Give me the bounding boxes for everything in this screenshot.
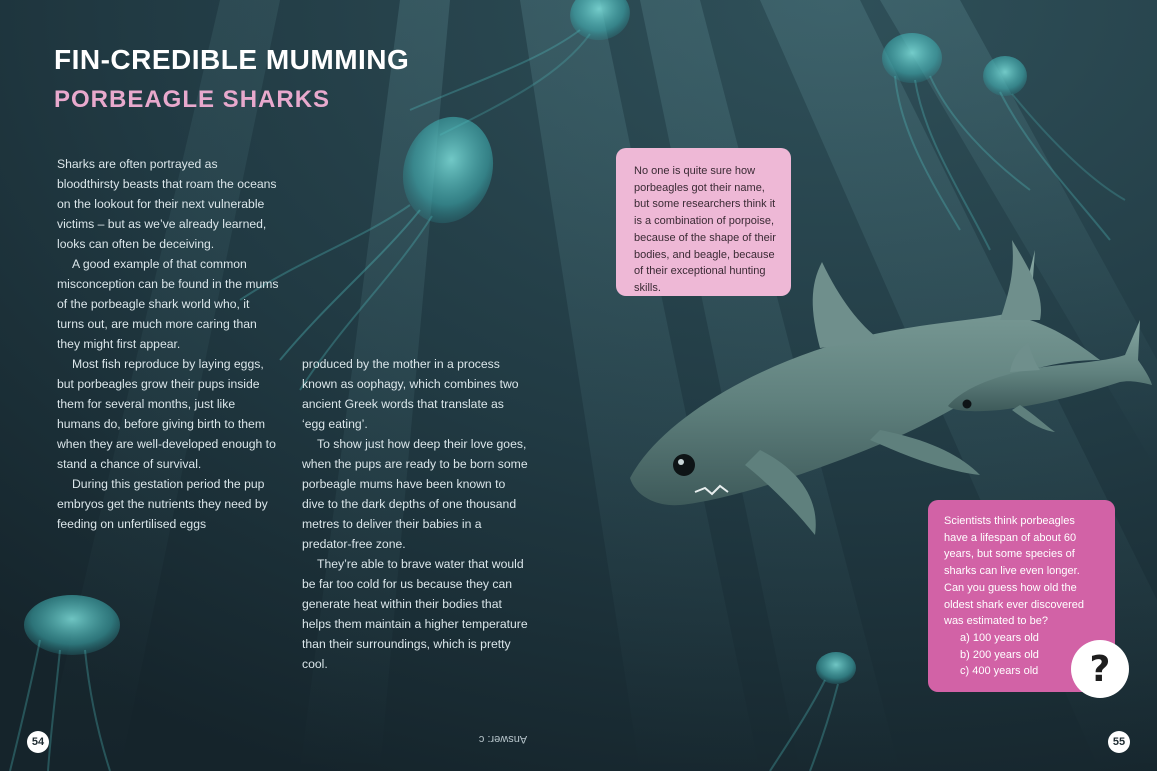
fact-box <box>616 148 791 296</box>
page-number-right: 55 <box>1108 731 1130 753</box>
page-number-left: 54 <box>27 731 49 753</box>
paragraph: produced by the mother in a process known as oophagy, which combines two ancient Greek words that translate as ‘egg eating’. <box>302 357 519 431</box>
paragraph: To show just how deep their love goes, when the pups are ready to be born some porbeagle mums have been known to dive to the dark depths of one thousand metres to deliver their babies in a predator-free zone. <box>302 437 528 551</box>
quiz-question: Scientists think porbeagles have a lifespan of about 60 years, but some species of sharks can live even longer. Can you guess how old the oldest shark ever discovered was estimated to be? <box>944 515 1085 628</box>
quiz-option: c) 400 years old <box>960 665 1039 678</box>
paragraph: A good example of that common misconception can be found in the mums of the porbeagle shark world who, it turns out, are much more caring than they might first appear. <box>57 257 279 351</box>
page-subtitle: PORBEAGLE SHARKS <box>54 86 331 113</box>
fact-text: No one is quite sure how porbeagles got their name, but some researchers think it is a combination of porpoise, because of the shape of their bodies, and beagle, because of their exceptional hunting skills. <box>634 165 776 294</box>
paragraph: During this gestation period the pup embryos get the nutrients they need by feeding on unfertilised eggs <box>57 477 268 531</box>
paragraph: They’re able to brave water that would be far too cold for us because they can generate heat within their bodies that helps them maintain a higher temperature than their surroundings, which is pretty cool. <box>302 557 528 671</box>
question-mark-icon: ? <box>1071 640 1129 698</box>
paragraph: Most fish reproduce by laying eggs, but porbeagles grow their pups inside them for several months, just like humans do, before giving birth to them when they are well-developed enough to stand a chance of survival. <box>57 357 276 471</box>
quiz-option: a) 100 years old <box>960 631 1039 644</box>
quiz-option: b) 200 years old <box>960 648 1039 661</box>
answer-upside-down: Answer: c <box>478 733 528 745</box>
page-title: FIN-CREDIBLE MUMMING <box>54 44 410 75</box>
paragraph: Sharks are often portrayed as bloodthirsty beasts that roam the oceans on the lookout for their next vulnerable victims – but as we’ve already learned, looks can often be deceiving. <box>57 157 277 251</box>
body-column-left <box>57 154 279 534</box>
body-column-right <box>302 354 530 674</box>
